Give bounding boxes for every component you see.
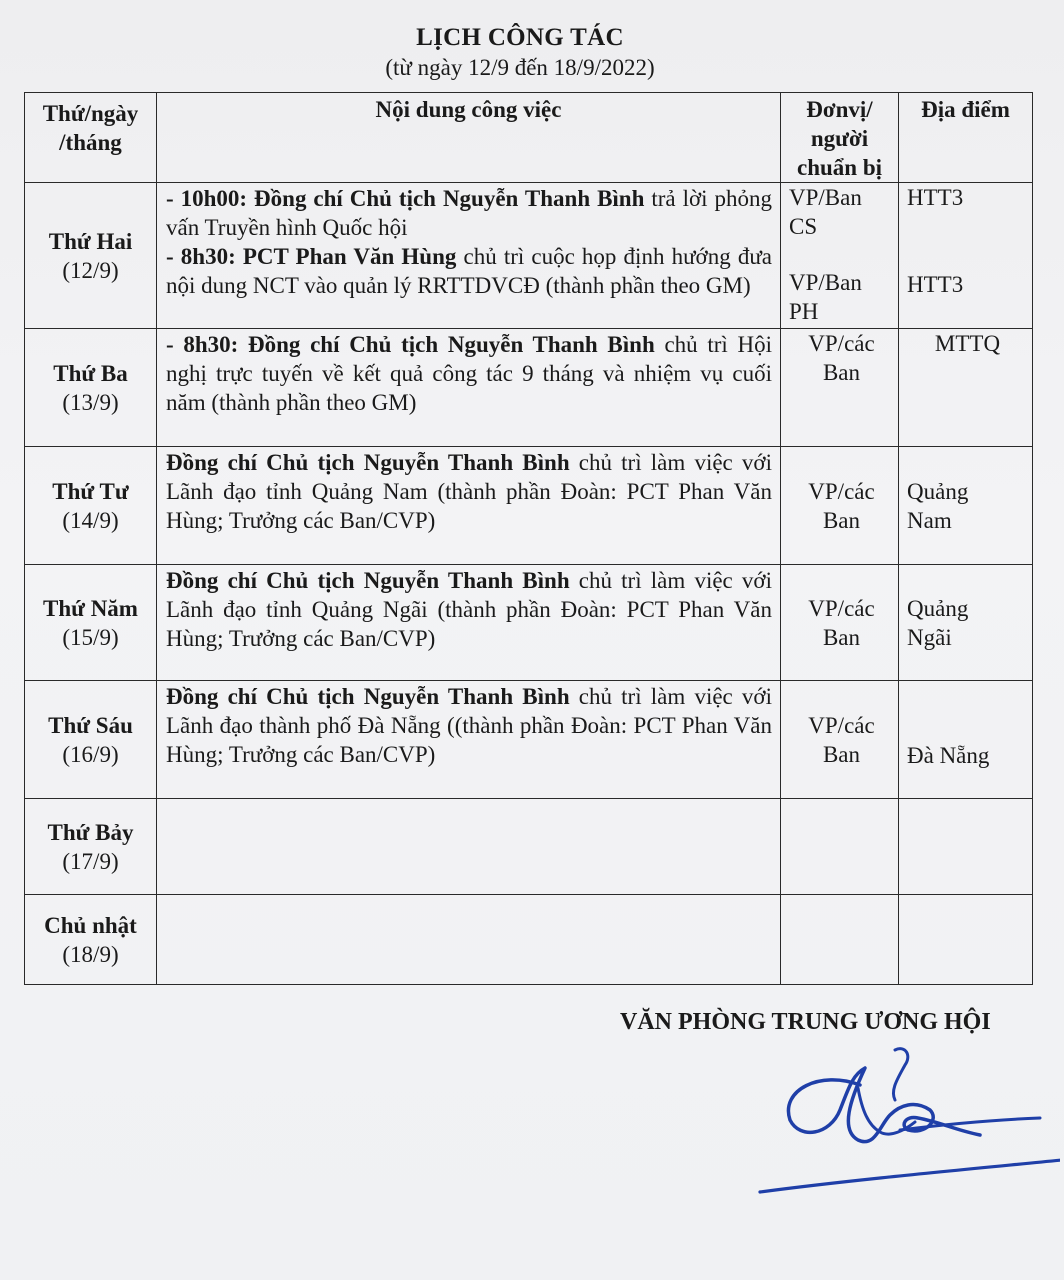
issuing-office: VĂN PHÒNG TRUNG ƯƠNG HỘI (620, 1009, 991, 1035)
unit-value: VP/các Ban (808, 331, 875, 385)
unit-cell (781, 681, 899, 799)
day-cell (25, 447, 157, 565)
place-value: MTTQ (934, 331, 1001, 356)
day-name: Thứ Sáu (48, 712, 133, 738)
day-cell (25, 329, 157, 447)
content-cell (157, 681, 781, 799)
task-text: chủ trì làm việc với Lãnh đạo thành phố Đà Nẵng ((thành phần Đoàn: PCT Phan Văn Hùng; Trưởng các Ban/CVP) (166, 684, 772, 767)
day-name: Thứ Hai (48, 228, 133, 254)
task-text: chủ trì làm việc với Lãnh đạo tỉnh Quảng Nam (thành phần Đoàn: PCT Phan Văn Hùng; Trưởng các Ban/CVP) (166, 450, 772, 533)
day-date: (15/9) (62, 624, 119, 650)
place-value: Quảng Nam (907, 478, 969, 533)
place-cell (899, 895, 1033, 985)
table-header-row (25, 93, 1033, 183)
place-cell (899, 565, 1033, 681)
table-row (25, 895, 1033, 985)
column-header-unit: Đơnvị/ người chuẩn bị (781, 93, 899, 183)
day-date: (16/9) (62, 741, 119, 767)
place-value: HTT3 (907, 185, 964, 210)
content-cell (157, 565, 781, 681)
table-row (25, 447, 1033, 565)
table-row (25, 183, 1033, 329)
day-name: Thứ Năm (43, 595, 138, 621)
unit-cell (781, 447, 899, 565)
column-header-content: Nội dung công việc (157, 93, 781, 183)
day-cell (25, 681, 157, 799)
unit-cell (781, 799, 899, 895)
table-row (25, 329, 1033, 447)
content-cell (157, 329, 781, 447)
handwritten-signature (740, 1030, 1060, 1210)
place-cell (899, 329, 1033, 447)
task-item (166, 682, 772, 769)
unit-cell (781, 329, 899, 447)
unit-cell (781, 183, 899, 329)
place-value: Đà Nẵng (907, 743, 990, 768)
task-item (166, 448, 772, 535)
task-item (166, 242, 772, 300)
task-lead: Đồng chí Chủ tịch Nguyễn Thanh Bình (166, 684, 570, 709)
task-text: chủ trì làm việc với Lãnh đạo tỉnh Quảng Ngãi (thành phần Đoàn: PCT Phan Văn Hùng; Trưởng các Ban/CVP) (166, 568, 772, 651)
day-date: (18/9) (62, 941, 119, 967)
unit-value: VP/các Ban (808, 595, 875, 650)
place-value: Quảng Ngãi (907, 595, 969, 650)
day-name: Chủ nhật (44, 912, 137, 938)
unit-value: VP/các Ban (808, 478, 875, 533)
place-cell (899, 183, 1033, 329)
unit-value: VP/các Ban (808, 712, 875, 767)
day-name: Thứ Tư (52, 478, 129, 504)
date-range-subtitle: (từ ngày 12/9 đến 18/9/2022) (385, 55, 655, 80)
day-date: (17/9) (62, 848, 119, 874)
day-name: Thứ Ba (53, 360, 128, 386)
table-row (25, 681, 1033, 799)
unit-cell (781, 565, 899, 681)
task-text: trả lời phỏng vấn Truyền hình Quốc hội (166, 186, 772, 240)
table-row (25, 799, 1033, 895)
day-cell (25, 799, 157, 895)
unit-value: VP/Ban PH (789, 270, 862, 324)
schedule-table (24, 92, 1033, 985)
content-cell (157, 799, 781, 895)
content-cell (157, 895, 781, 985)
place-cell (899, 447, 1033, 565)
place-value: HTT3 (907, 272, 964, 297)
day-date: (12/9) (62, 257, 119, 283)
task-lead: Đồng chí Chủ tịch Nguyễn Thanh Bình (166, 568, 570, 593)
day-date: (14/9) (62, 507, 119, 533)
place-cell (899, 681, 1033, 799)
day-date: (13/9) (62, 389, 119, 415)
day-cell (25, 895, 157, 985)
task-item (166, 330, 772, 417)
table-row (25, 565, 1033, 681)
task-lead: - 8h30: Đồng chí Chủ tịch Nguyễn Thanh Bình (166, 332, 655, 357)
day-cell (25, 183, 157, 329)
content-cell (157, 447, 781, 565)
task-lead: - 10h00: Đồng chí Chủ tịch Nguyễn Thanh Bình (166, 186, 645, 211)
document-title: LỊCH CÔNG TÁC (416, 24, 624, 51)
day-cell (25, 565, 157, 681)
column-header-place: Địa điểm (899, 93, 1033, 183)
task-item (166, 566, 772, 653)
column-header-day: Thứ/ngày /tháng (25, 93, 157, 183)
place-cell (899, 799, 1033, 895)
unit-cell (781, 895, 899, 985)
unit-value: VP/Ban CS (789, 185, 862, 239)
task-text: chủ trì Hội nghị trực tuyến về kết quả công tác 9 tháng và nhiệm vụ cuối năm (thành phần theo GM) (166, 332, 772, 415)
task-lead: - 8h30: PCT Phan Văn Hùng (166, 244, 457, 269)
day-name: Thứ Bảy (47, 819, 134, 845)
task-lead: Đồng chí Chủ tịch Nguyễn Thanh Bình (166, 450, 570, 475)
task-item (166, 184, 772, 242)
task-text: chủ trì cuộc họp định hướng đưa nội dung NCT vào quản lý RRTTDVCĐ (thành phần theo GM) (166, 244, 772, 298)
content-cell (157, 183, 781, 329)
